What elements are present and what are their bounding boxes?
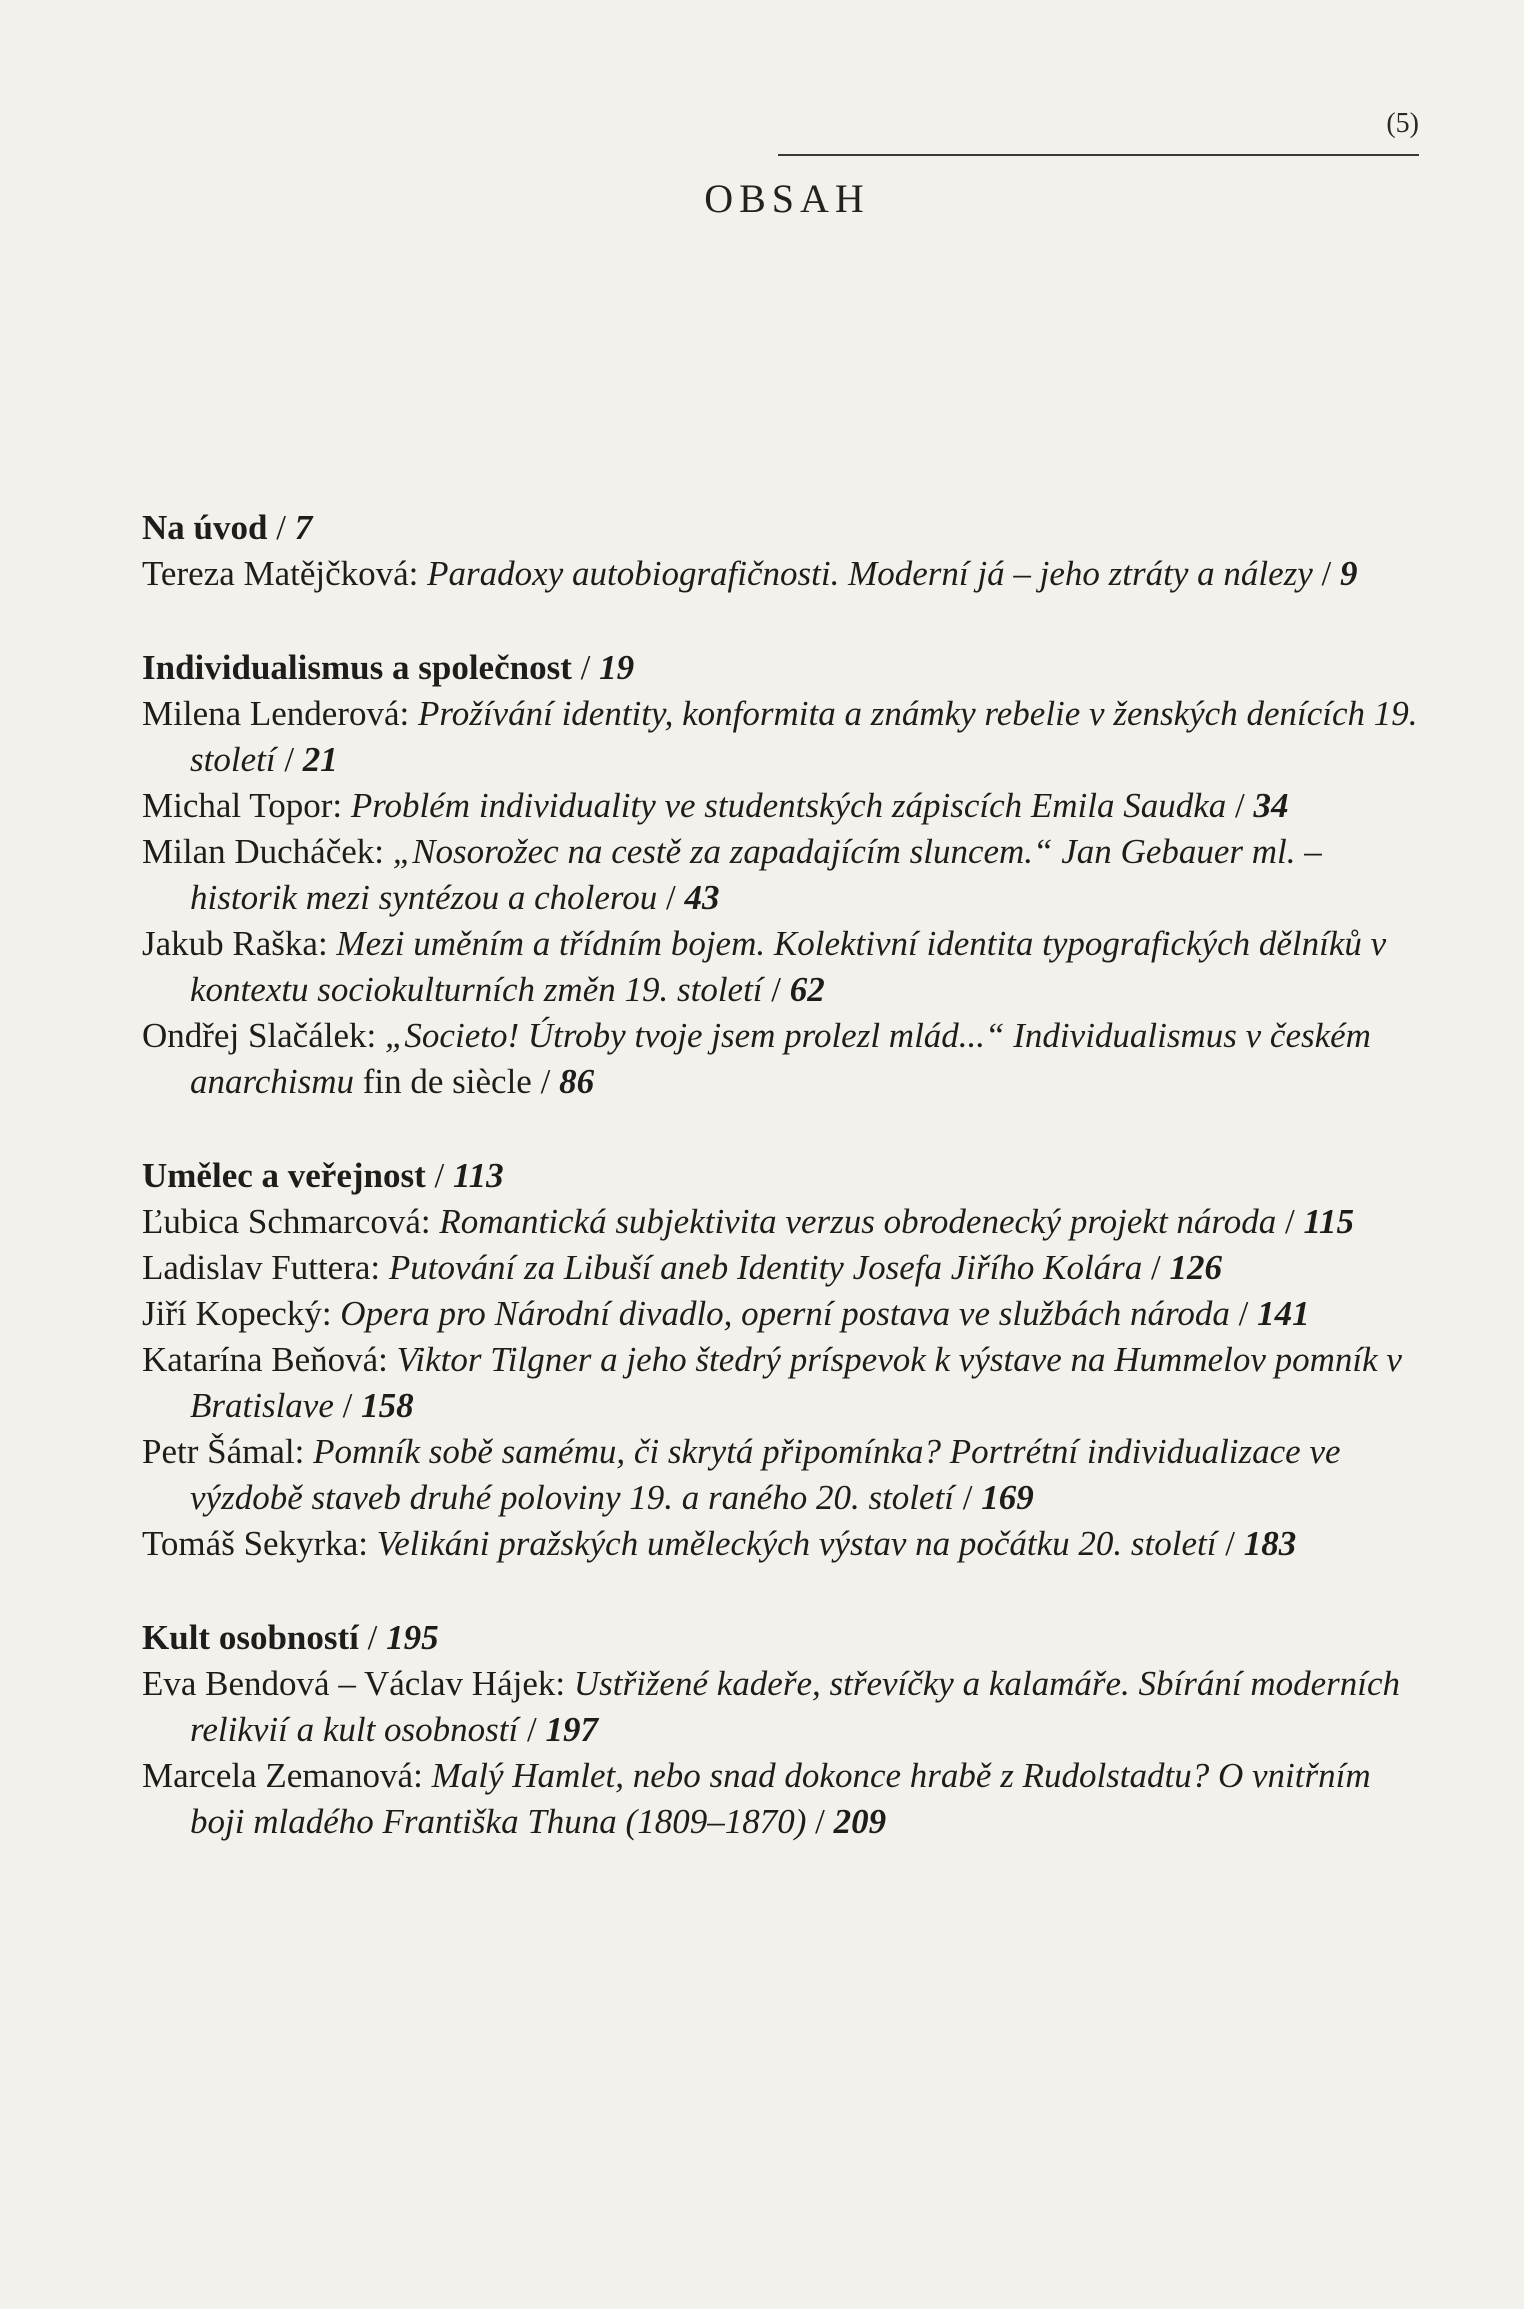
- toc-entry: [142, 551, 1432, 597]
- entry-title: „Nosorožec na cestě za zapadajícím sluncem.“ Jan Gebauer ml. – historik mezi syntézou a cholerou: [190, 832, 1322, 917]
- page-separator: /: [267, 508, 295, 547]
- section-heading: [142, 505, 1432, 551]
- toc-entry: [142, 691, 1432, 783]
- toc-entry: [142, 1291, 1432, 1337]
- page-separator: /: [1216, 1524, 1244, 1563]
- page-separator: /: [1142, 1248, 1170, 1287]
- toc-entry: [142, 1337, 1432, 1429]
- page-separator: /: [531, 1062, 560, 1101]
- section-heading: [142, 1615, 1432, 1661]
- entry-title: „Societo! Útroby tvoje jsem prolezl mlád...“ Individualismus v českém anarchismu: [190, 1016, 1371, 1101]
- toc-entry: [142, 1753, 1432, 1845]
- page-separator: /: [333, 1386, 362, 1425]
- entry-page-number: 169: [981, 1478, 1034, 1517]
- page-number: (5): [1386, 108, 1419, 139]
- entry-page-number: 62: [789, 970, 825, 1009]
- section-page-number: 195: [386, 1618, 439, 1657]
- entry-page-number: 209: [833, 1802, 887, 1841]
- section-heading: [142, 645, 1432, 691]
- entry-page-number: 43: [684, 878, 720, 917]
- page-separator: /: [762, 970, 790, 1009]
- page-title: OBSAH: [704, 176, 870, 221]
- toc-entry: [142, 1245, 1432, 1291]
- entry-author: Tomáš Sekyrka:: [142, 1524, 377, 1563]
- page-separator: /: [954, 1478, 982, 1517]
- entry-author: Ladislav Futtera:: [142, 1248, 389, 1287]
- toc-section: [142, 1153, 1432, 1567]
- entry-author: Jakub Raška:: [142, 924, 337, 963]
- toc-section: [142, 1615, 1432, 1845]
- page-separator: /: [571, 648, 600, 687]
- entry-author: Jiří Kopecký:: [142, 1294, 341, 1333]
- toc-entry: [142, 1661, 1432, 1753]
- page-separator: /: [806, 1802, 834, 1841]
- toc-section: [142, 645, 1432, 1105]
- entry-page-number: 183: [1243, 1524, 1297, 1563]
- entry-author: Petr Šámal:: [142, 1432, 314, 1471]
- entry-title: Prožívání identity, konformita a známky rebelie v ženských denících 19. století: [190, 694, 1418, 779]
- entry-title: Velikáni pražských uměleckých výstav na počátku 20. století: [376, 1524, 1217, 1563]
- entry-author: Marcela Zemanová:: [142, 1756, 432, 1795]
- page-separator: /: [275, 740, 303, 779]
- page-separator: /: [425, 1156, 453, 1195]
- entry-title: Opera pro Národní divadlo, operní postava ve službách národa: [340, 1294, 1230, 1333]
- section-page-number: 113: [453, 1156, 504, 1195]
- page-separator: /: [1276, 1202, 1304, 1241]
- entry-author: Michal Topor:: [142, 786, 351, 825]
- entry-author: Eva Bendová – Václav Hájek:: [142, 1664, 574, 1703]
- entry-title: Malý Hamlet, nebo snad dokonce hrabě z Rudolstadtu? O vnitřním boji mladého Františka Thuna (1809–1870): [190, 1756, 1371, 1841]
- entry-title: Putování za Libuší aneb Identity Josefa Jiřího Kolára: [388, 1248, 1143, 1287]
- page-separator: /: [1312, 554, 1341, 593]
- entry-page-number: 197: [545, 1710, 598, 1749]
- toc-entry: [142, 1199, 1432, 1245]
- toc-entry: [142, 1521, 1432, 1567]
- entry-title-suffix: fin de siècle: [353, 1062, 532, 1101]
- entry-author: Milena Lenderová:: [142, 694, 419, 733]
- entry-page-number: 115: [1303, 1202, 1355, 1241]
- entry-author: Ľubica Schmarcová:: [142, 1202, 440, 1241]
- toc-section: [142, 505, 1432, 597]
- entry-page-number: 21: [302, 740, 338, 779]
- page-separator: /: [1226, 786, 1254, 825]
- entry-page-number: 158: [361, 1386, 414, 1425]
- entry-author: Katarína Beňová:: [142, 1340, 397, 1379]
- entry-author: Ondřej Slačálek:: [142, 1016, 385, 1055]
- page-separator: /: [657, 878, 685, 917]
- entry-page-number: 86: [559, 1062, 595, 1101]
- entry-title: Viktor Tilgner a jeho štedrý príspevok k výstave na Hummelov pomník v Bratislave: [190, 1340, 1402, 1425]
- section-heading-text: Umělec a veřejnost: [142, 1156, 426, 1195]
- toc-entry: [142, 783, 1432, 829]
- page-separator: /: [518, 1710, 546, 1749]
- table-of-contents: [142, 505, 1432, 1893]
- page-separator: /: [358, 1618, 387, 1657]
- toc-entry: [142, 829, 1432, 921]
- entry-title: Pomník sobě samému, či skrytá připomínka? Portrétní individualizace ve výzdobě staveb druhé poloviny 19. a raného 20. století: [190, 1432, 1341, 1517]
- toc-entry: [142, 1013, 1432, 1105]
- section-page-number: 19: [599, 648, 635, 687]
- entry-title: Problém individuality ve studentských zápiscích Emila Saudka: [350, 786, 1227, 825]
- entry-title: Paradoxy autobiografičnosti. Moderní já – jeho ztráty a nálezy: [427, 554, 1313, 593]
- section-heading-text: Na úvod: [142, 508, 268, 547]
- section-heading: [142, 1153, 1432, 1199]
- section-heading-text: Individualismus a společnost: [142, 648, 572, 687]
- entry-page-number: 126: [1169, 1248, 1223, 1287]
- toc-entry: [142, 1429, 1432, 1521]
- page-separator: /: [1229, 1294, 1258, 1333]
- entry-page-number: 34: [1253, 786, 1289, 825]
- entry-title: Romantická subjektivita verzus obrodenecký projekt národa: [439, 1202, 1277, 1241]
- entry-page-number: 141: [1257, 1294, 1310, 1333]
- entry-author: Tereza Matějčková:: [142, 554, 428, 593]
- header-rule: [778, 154, 1419, 156]
- entry-page-number: 9: [1340, 554, 1358, 593]
- entry-author: Milan Ducháček:: [142, 832, 393, 871]
- entry-title: Mezi uměním a třídním bojem. Kolektivní identita typografických dělníků v kontextu sociokulturních změn 19. století: [190, 924, 1387, 1009]
- toc-entry: [142, 921, 1432, 1013]
- section-page-number: 7: [294, 508, 313, 547]
- entry-title: Ustřižené kadeře, střevíčky a kalamáře. Sbírání moderních relikvií a kult osobností: [190, 1664, 1401, 1749]
- section-heading-text: Kult osobností: [142, 1618, 359, 1657]
